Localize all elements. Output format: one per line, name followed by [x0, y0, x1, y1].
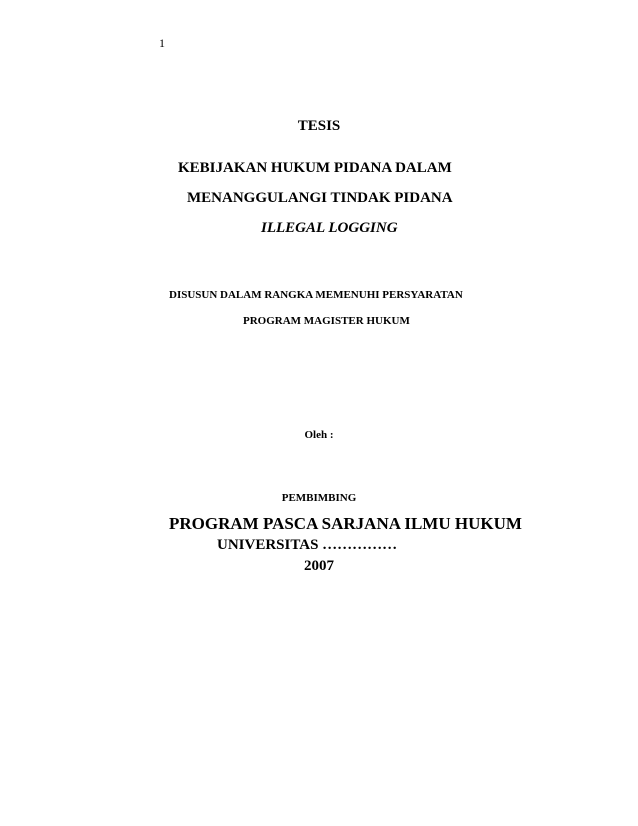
thesis-title-line-2: MENANGGULANGI TINDAK PIDANA — [187, 190, 453, 206]
document-type: TESIS — [297, 118, 341, 134]
purpose-line-1: DISUSUN DALAM RANGKA MEMENUHI PERSYARATAN — [169, 289, 463, 301]
author-label: Oleh : — [304, 429, 334, 441]
purpose-line-2: PROGRAM MAGISTER HUKUM — [243, 315, 410, 327]
page-number: 1 — [159, 36, 165, 50]
thesis-title-line-1: KEBIJAKAN HUKUM PIDANA DALAM — [178, 160, 452, 176]
university-name: UNIVERSITAS …………… — [217, 537, 398, 553]
thesis-title-line-3: ILLEGAL LOGGING — [261, 220, 398, 236]
program-name: PROGRAM PASCA SARJANA ILMU HUKUM — [169, 514, 522, 533]
supervisor-label: PEMBIMBING — [281, 492, 357, 504]
year: 2007 — [304, 558, 334, 574]
